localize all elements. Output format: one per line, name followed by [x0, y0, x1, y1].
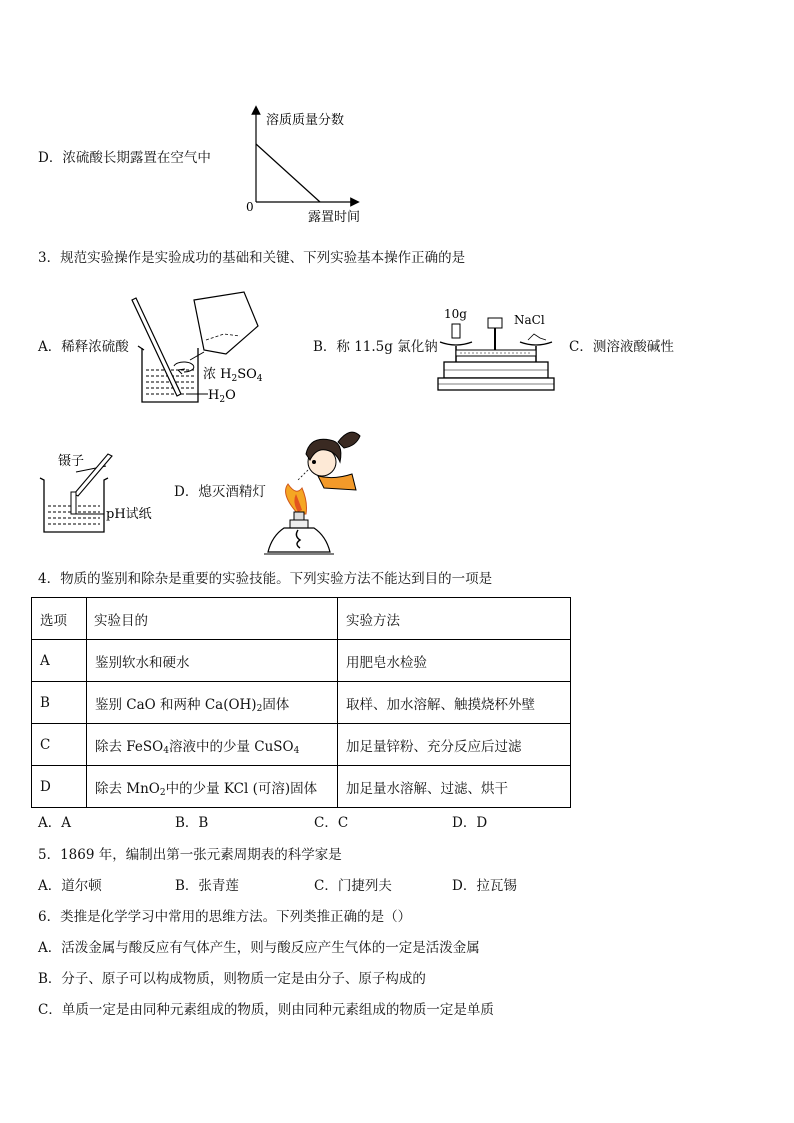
header-method: 实验方法	[338, 598, 571, 640]
q5-option-a: A．道尔顿	[38, 878, 102, 894]
q4-option-a: A．A	[38, 815, 71, 831]
row-option: B	[32, 682, 87, 724]
row-option: D	[32, 766, 87, 808]
ph-paper-label: pH试纸	[106, 507, 152, 522]
q4-stem: 4．物质的鉴别和除杂是重要的实验技能。下列实验方法不能达到目的一项是	[38, 571, 493, 587]
salt-label: NaCl	[514, 313, 545, 327]
q4-table	[31, 597, 571, 808]
header-purpose: 实验目的	[87, 598, 338, 640]
q6-stem: 6．类推是化学学习中常用的思维方法。下列类推正确的是（）	[38, 909, 412, 925]
q4-option-d: D．D	[452, 815, 488, 831]
table-row	[32, 682, 571, 724]
alcohol-lamp-figure	[264, 422, 368, 560]
q5-option-b: B．张青莲	[175, 878, 239, 894]
row-purpose: 除去 MnO$_2$中的少量 KCl (可溶)固体	[87, 766, 338, 808]
water-label: $H_2O$	[208, 388, 236, 405]
concentration-line	[256, 144, 320, 202]
balance-figure	[436, 302, 556, 396]
row-option: A	[32, 640, 87, 682]
table-header-row	[32, 598, 571, 640]
ph-test-figure	[38, 448, 158, 538]
q2-option-d: D．浓硫酸长期露置在空气中	[38, 150, 211, 166]
weight-icon	[452, 324, 460, 338]
acid-label: 浓 $H_2SO_4$	[203, 367, 263, 384]
q5-option-c: C．门捷列夫	[314, 878, 392, 894]
row-method: 加足量水溶解、过滤、烘干	[338, 766, 571, 808]
q6-option-c: C．单质一定是由同种元素组成的物质，则由同种元素组成的物质一定是单质	[38, 1002, 494, 1018]
row-purpose: 鉴别 CaO 和两种 $Ca(OH)_2$固体	[87, 682, 338, 724]
q3-option-a: A．稀释浓硫酸	[38, 339, 129, 355]
q3-option-c: C．测溶液酸碱性	[569, 339, 674, 355]
graph-x-label: 露置时间	[308, 210, 361, 224]
pouring-beaker-icon	[194, 292, 258, 354]
concentration-graph	[240, 104, 375, 224]
q4-option-b: B．B	[175, 815, 209, 831]
q3-option-b: B．称 11.5g 氯化钠	[313, 339, 438, 355]
tweezers-label: 镊子	[58, 454, 85, 469]
row-purpose: 除去 FeSO$_4$溶液中的少量 CuSO$_4$	[87, 724, 338, 766]
q4-option-c: C．C	[314, 815, 349, 831]
table-row	[32, 640, 571, 682]
q6-option-a: A．活泼金属与酸反应有气体产生，则与酸反应产生气体的一定是活泼金属	[38, 940, 480, 956]
row-method: 用肥皂水检验	[338, 640, 571, 682]
q5-stem: 5．1869 年，编制出第一张元素周期表的科学家是	[38, 847, 342, 863]
q3-stem: 3．规范实验操作是实验成功的基础和关键、下列实验基本操作正确的是	[38, 250, 466, 266]
row-method: 取样、加水溶解、触摸烧杯外壁	[338, 682, 571, 724]
dilute-acid-figure	[126, 290, 266, 410]
table-row	[32, 766, 571, 808]
q3-option-d: D．熄灭酒精灯	[174, 484, 266, 500]
graph-y-label: 溶质质量分数	[266, 113, 345, 128]
q5-option-d: D．拉瓦锡	[452, 878, 517, 894]
graph-origin: 0	[246, 200, 254, 214]
row-option: C	[32, 724, 87, 766]
weight-label: 10g	[444, 307, 467, 321]
ph-paper-icon	[71, 492, 76, 514]
q6-option-b: B．分子、原子可以构成物质，则物质一定是由分子、原子构成的	[38, 971, 426, 987]
row-method: 加足量锌粉、充分反应后过滤	[338, 724, 571, 766]
row-purpose: 鉴别软水和硬水	[87, 640, 338, 682]
table-row	[32, 724, 571, 766]
header-option: 选项	[32, 598, 87, 640]
